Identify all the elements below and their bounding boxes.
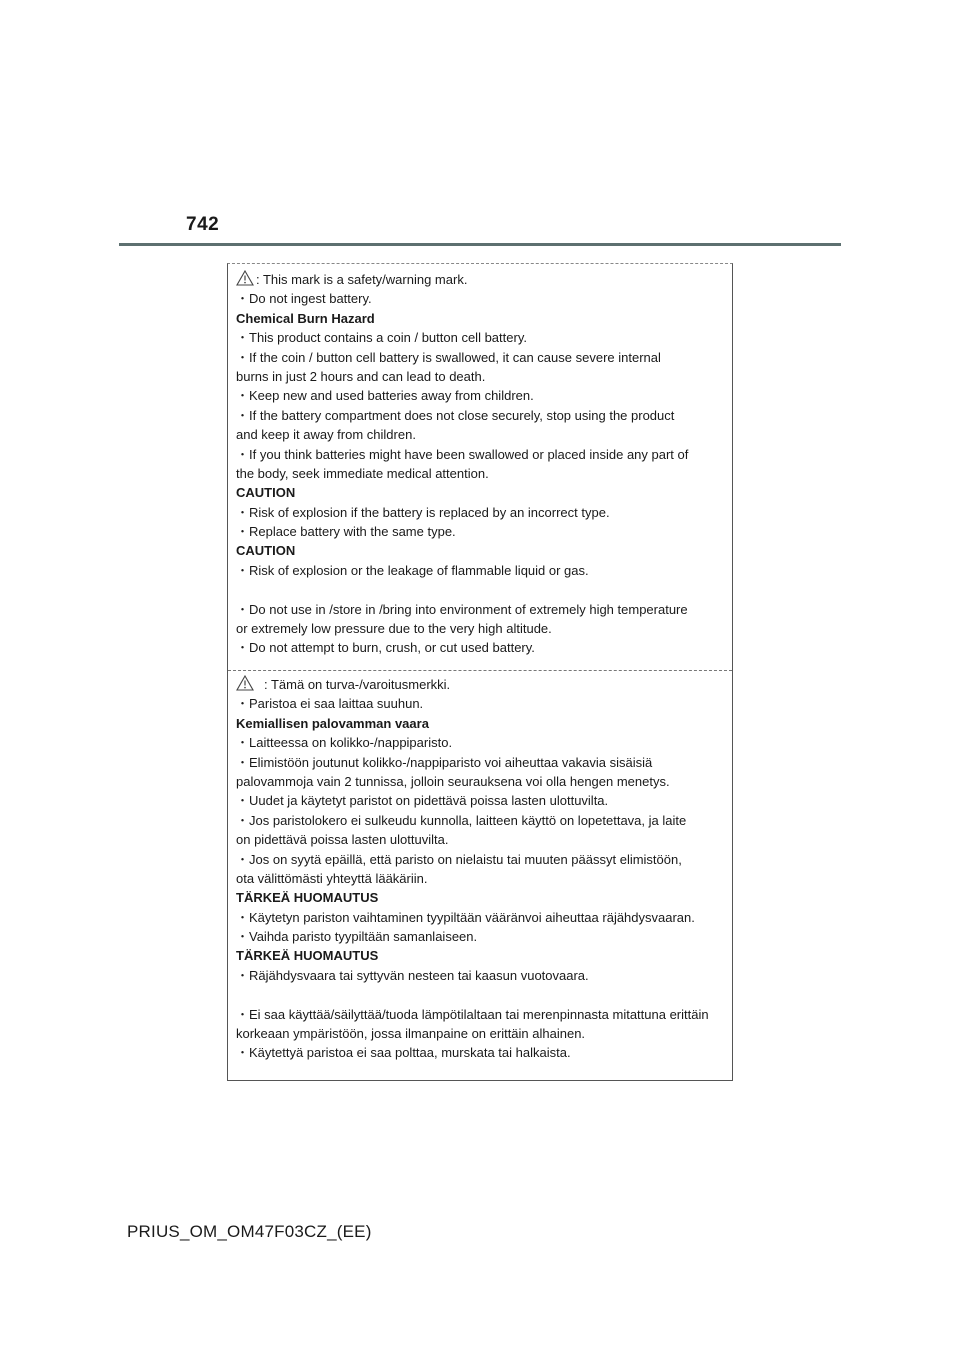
line-text: ・Jos on syytä epäillä, että paristo on nielaistu tai muuten päässyt elimistöön, bbox=[236, 851, 682, 867]
section-divider bbox=[228, 670, 732, 671]
line-text: ・Käytettyä paristoa ei saa polttaa, murskata tai halkaista. bbox=[236, 1045, 571, 1061]
text-line bbox=[236, 791, 728, 810]
line-text: ・Uudet ja käytetyt paristot on pidettävä poissa lasten ulottuvilta. bbox=[236, 793, 609, 809]
line-text: korkeaan ympäristöön, jossa ilmanpaine on erittäin alhainen. bbox=[236, 1026, 586, 1042]
line-text: ・Vaihda paristo tyypiltään samanlaiseen. bbox=[236, 929, 478, 945]
line-text: TÄRKEÄ HUOMAUTUS bbox=[236, 890, 379, 906]
text-line bbox=[236, 1043, 728, 1062]
text-line bbox=[236, 850, 728, 869]
warning-triangle-icon bbox=[236, 675, 254, 691]
line-text: ・Risk of explosion if the battery is replaced by an incorrect type. bbox=[236, 504, 610, 520]
line-text: TÄRKEÄ HUOMAUTUS bbox=[236, 948, 379, 964]
text-line bbox=[236, 386, 728, 405]
line-text: ・Jos paristolokero ei sulkeudu kunnolla, laitteen käyttö on lopetettava, ja laite bbox=[236, 812, 687, 828]
line-text: the body, seek immediate medical attention. bbox=[236, 465, 489, 481]
line-text: ・This product contains a coin / button cell battery. bbox=[236, 330, 527, 346]
line-text: ・Replace battery with the same type. bbox=[236, 524, 456, 540]
text-line bbox=[236, 406, 728, 425]
text-line bbox=[236, 367, 728, 386]
line-text: ・Keep new and used batteries away from children. bbox=[236, 388, 534, 404]
text-line bbox=[236, 348, 728, 367]
line-text: CAUTION bbox=[236, 543, 296, 559]
text-line bbox=[236, 733, 728, 752]
section-heading bbox=[236, 541, 728, 560]
line-text: ・Do not use in /store in /bring into environment of extremely high temperature bbox=[236, 601, 688, 617]
warning-triangle-icon bbox=[236, 270, 254, 286]
section-heading bbox=[236, 888, 728, 907]
text-line bbox=[236, 522, 728, 541]
line-text: ・If the coin / button cell battery is swallowed, it can cause severe internal bbox=[236, 349, 661, 365]
line-text: : Tämä on turva-/varoitusmerkki. bbox=[264, 677, 451, 692]
finnish-section bbox=[236, 675, 728, 1063]
text-line bbox=[236, 908, 728, 927]
line-text: Chemical Burn Hazard bbox=[236, 310, 375, 326]
text-line bbox=[236, 966, 728, 985]
text-line bbox=[236, 1024, 728, 1043]
line-text: ・Risk of explosion or the leakage of flammable liquid or gas. bbox=[236, 562, 589, 578]
header-rule bbox=[119, 243, 841, 246]
line-text: Kemiallisen palovamman vaara bbox=[236, 715, 429, 731]
text-line bbox=[236, 600, 728, 619]
text-line bbox=[236, 619, 728, 638]
text-line bbox=[236, 638, 728, 657]
battery-warning-box bbox=[227, 263, 733, 1081]
text-line bbox=[236, 772, 728, 791]
section-heading bbox=[236, 714, 728, 733]
line-text: : This mark is a safety/warning mark. bbox=[256, 272, 468, 287]
line-text: burns in just 2 hours and can lead to death. bbox=[236, 368, 486, 384]
text-line bbox=[236, 811, 728, 830]
text-line bbox=[236, 927, 728, 946]
line-text: ・Do not ingest battery. bbox=[236, 291, 372, 307]
text-line bbox=[236, 869, 728, 888]
footer-code: PRIUS_OM_OM47F03CZ_(EE) bbox=[127, 1222, 372, 1241]
line-text: ・Käytetyn pariston vaihtaminen tyypiltään vääränvoi aiheuttaa räjähdysvaaran. bbox=[236, 909, 695, 925]
text-line bbox=[236, 464, 728, 483]
line-text: ・Do not attempt to burn, crush, or cut used battery. bbox=[236, 640, 535, 656]
line-text: ・Laitteessa on kolikko-/nappiparisto. bbox=[236, 735, 453, 751]
text-line bbox=[236, 830, 728, 849]
text-line bbox=[236, 270, 728, 289]
line-text: ・Räjähdysvaara tai syttyvän nesteen tai kaasun vuotovaara. bbox=[236, 967, 589, 983]
section-heading bbox=[236, 946, 728, 965]
text-line bbox=[236, 503, 728, 522]
line-text: on pidettävä poissa lasten ulottuvilta. bbox=[236, 832, 449, 848]
section-heading bbox=[236, 483, 728, 502]
text-line bbox=[236, 675, 728, 694]
page-number: 742 bbox=[186, 214, 220, 235]
line-text: ・Ei saa käyttää/säilyttää/tuoda lämpötilaltaan tai merenpinnasta mitattuna erittäin bbox=[236, 1006, 709, 1022]
text-line bbox=[236, 328, 728, 347]
line-text: ・If you think batteries might have been swallowed or placed inside any part of bbox=[236, 446, 689, 462]
line-text: ・Elimistöön joutunut kolikko-/nappiparisto voi aiheuttaa vakavia sisäisiä bbox=[236, 754, 653, 770]
text-line bbox=[236, 289, 728, 308]
text-line bbox=[236, 445, 728, 464]
line-text: and keep it away from children. bbox=[236, 427, 416, 443]
blank-line bbox=[236, 580, 728, 599]
line-text: CAUTION bbox=[236, 485, 296, 501]
line-text: ・If the battery compartment does not close securely, stop using the product bbox=[236, 407, 675, 423]
english-section bbox=[236, 270, 728, 658]
blank-line bbox=[236, 985, 728, 1004]
text-line bbox=[236, 694, 728, 713]
text-line bbox=[236, 753, 728, 772]
text-line bbox=[236, 1005, 728, 1024]
section-heading bbox=[236, 309, 728, 328]
line-text: or extremely low pressure due to the very high altitude. bbox=[236, 621, 552, 637]
line-text: palovammoja vain 2 tunnissa, jolloin seurauksena voi olla hengen menetys. bbox=[236, 773, 670, 789]
text-line bbox=[236, 425, 728, 444]
line-text: ・Paristoa ei saa laittaa suuhun. bbox=[236, 696, 424, 712]
line-text: ota välittömästi yhteyttä lääkäriin. bbox=[236, 870, 428, 886]
text-line bbox=[236, 561, 728, 580]
